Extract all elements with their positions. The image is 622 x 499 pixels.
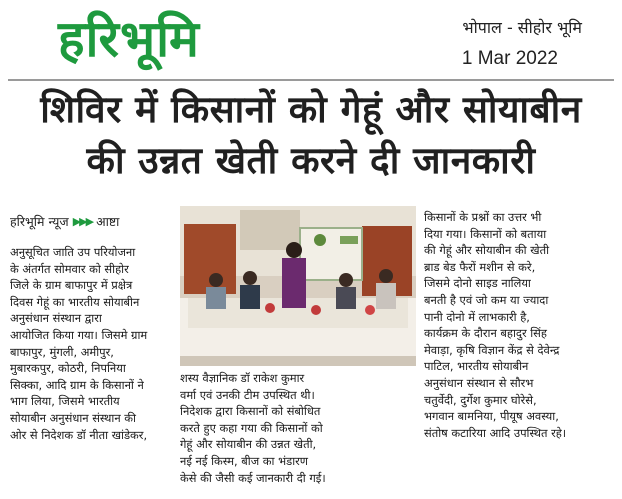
- text-line: पाटिल, भारतीय सोयाबीन: [424, 359, 529, 374]
- text-line: पानी दोनो में लाभकारी है,: [424, 309, 530, 324]
- text-line: भगवान बामनिया, पीयूष अवस्या,: [424, 409, 559, 424]
- headline-line-2: की उन्नत खेती करने दी जानकारी: [86, 139, 536, 182]
- text-line: शस्य वैज्ञानिक डॉ राकेश कुमार: [180, 371, 305, 385]
- text-line: आयोजित किया गया। जिसमे ग्राम: [10, 327, 148, 342]
- text-line: कार्यक्रम के दौरान बहादुर सिंह: [424, 326, 547, 341]
- text-line: की गेहूं और सोयाबीन की खेती: [424, 243, 550, 258]
- text-line: सोयाबीन अनुसंधान संस्थान की: [10, 410, 136, 425]
- text-line: अनुसंधान संस्थान द्वारा: [10, 311, 102, 326]
- text-line: चतुर्वेदी, दुर्गेश कुमार घोरेसे,: [424, 392, 537, 407]
- text-line: अनुसूचित जाति उप परियोजना: [10, 245, 136, 259]
- text-line: अनुसंधान संस्थान से सौरभ: [424, 375, 534, 390]
- byline-place: आष्टा: [96, 214, 120, 229]
- text-line: नई नई किस्म, बीज का भंडारण: [180, 453, 309, 468]
- text-line: दिवस गेहूं का भारतीय सोयाबीन: [10, 294, 140, 309]
- text-line: वर्मा एवं उनकी टीम उपस्थित थी।: [180, 387, 315, 402]
- text-line: के अंतर्गत सोमवार को सीहोर: [10, 261, 129, 276]
- text-line: संतोष कटारिया आदि उपस्थित रहे।: [424, 425, 567, 440]
- masthead: [0, 0, 622, 80]
- masthead-divider: [8, 79, 614, 81]
- text-line: बनती है एवं जो कम या ज्यादा: [424, 292, 549, 307]
- text-line: सिक्का, आदि ग्राम के किसानों ने: [10, 377, 144, 392]
- headline: [8, 84, 614, 186]
- text-line: मुबारकपुर, कोठरी, निपनिया: [10, 361, 126, 376]
- fast-forward-icon: ▶▶▶: [72, 215, 93, 228]
- text-line: गेहूं और सोयाबीन की उन्नत खेती,: [180, 437, 317, 452]
- text-line: मेवाड़ा, कृषि विज्ञान केंद्र से देवेन्द्र: [424, 342, 560, 357]
- article-column-1: [10, 244, 174, 443]
- newspaper-logo: हरिभूमि: [58, 10, 200, 68]
- text-line: ब्राड बेड फैरों मशीन से करे,: [424, 259, 536, 274]
- byline-source: हरिभूमि न्यूज: [10, 214, 69, 229]
- article-column-2: [180, 370, 386, 486]
- headline-line-1: शिविर में किसानों को गेहूं और सोयाबीन: [40, 88, 582, 131]
- text-line: करते हुए कहा गया की किसानों को: [180, 420, 323, 435]
- text-line: भाग लिया, जिसमे भारतीय: [10, 394, 120, 409]
- text-line: ओर से निदेशक डॉ नीता खांडेकर,: [10, 427, 148, 442]
- text-line: जिसमे दोनो साइड नालिया: [424, 276, 531, 291]
- text-line: जिले के ग्राम बाफापुर में प्रक्षेत्र: [10, 278, 133, 293]
- text-line: दिया गया। किसानों को बताया: [424, 226, 547, 241]
- text-line: बाफापुर, मुंगली, अमीपुर,: [10, 344, 114, 359]
- event-photo: [180, 206, 416, 366]
- text-line: केसे की जैसी कई जानकारी दी गई।: [180, 470, 326, 485]
- text-line: निदेशक द्वारा किसानों को संबोधित: [180, 404, 321, 419]
- text-line: किसानों के प्रश्नों का उत्तर भी: [424, 210, 542, 224]
- byline: [10, 211, 178, 233]
- edition-label: भोपाल - सीहोर भूमि: [462, 18, 582, 37]
- article-column-3: [424, 209, 612, 441]
- publication-date: 1 Mar 2022: [461, 48, 558, 69]
